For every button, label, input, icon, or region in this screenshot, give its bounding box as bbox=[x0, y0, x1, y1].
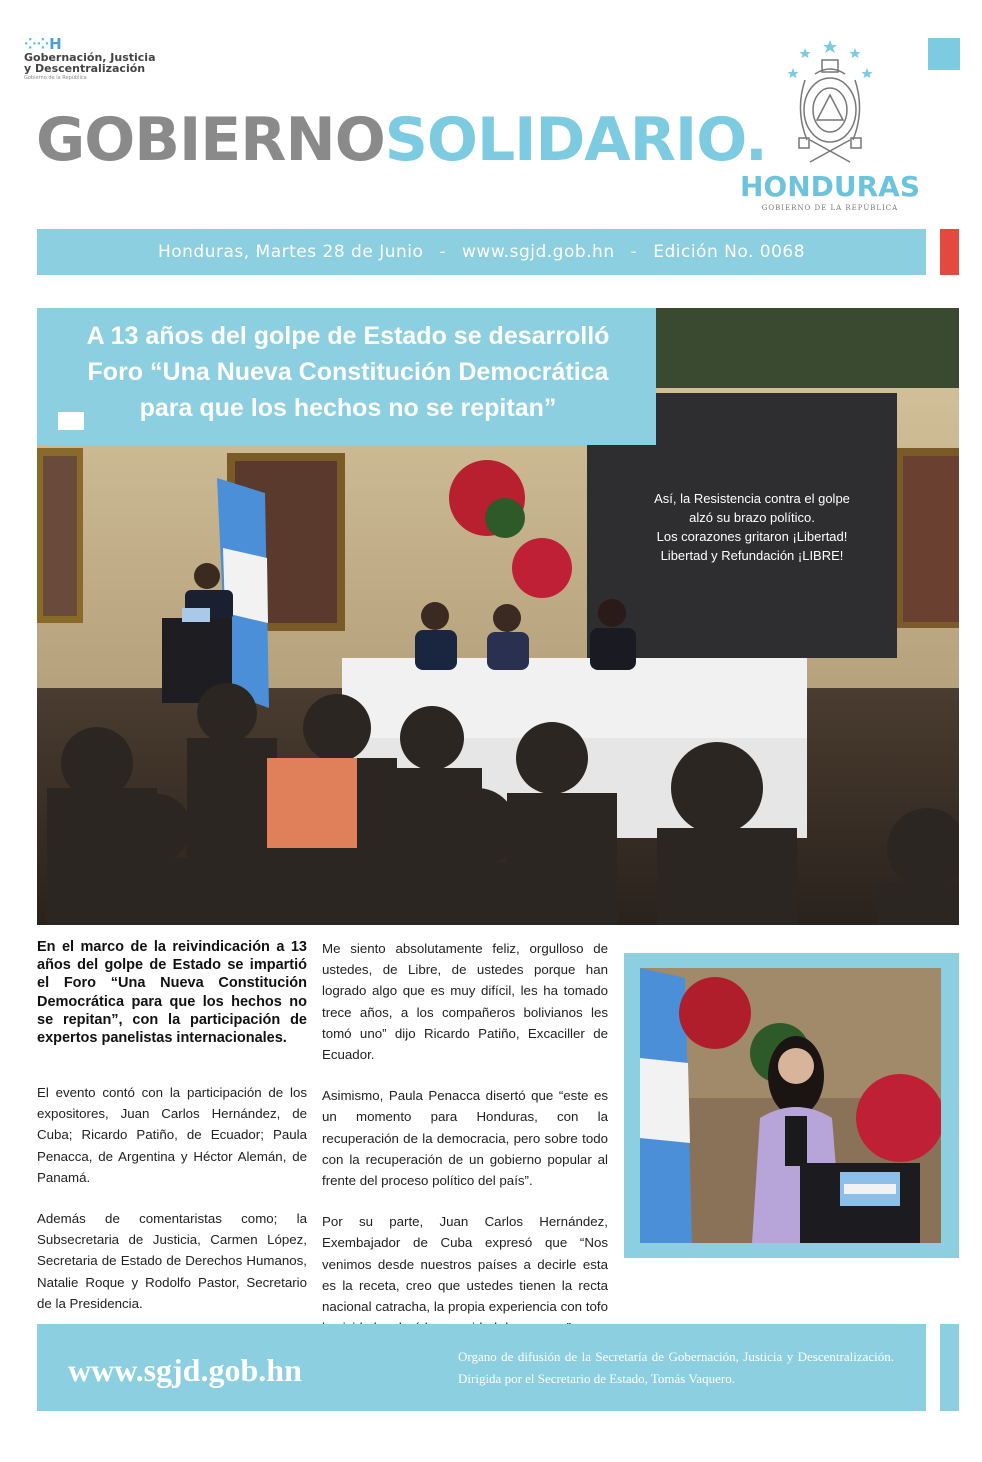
country-name: HONDURAS bbox=[739, 170, 921, 203]
country-subtitle: GOBIERNO DE LA REPÚBLICA bbox=[761, 204, 899, 212]
ministry-mark: ⁘⁘H bbox=[24, 35, 63, 53]
footer-accent-bar bbox=[940, 1324, 959, 1411]
screen-text-line1: Así, la Resistencia contra el golpe bbox=[654, 491, 850, 506]
ministry-name-line1: Gobernación, Justicia bbox=[24, 51, 156, 64]
paragraph: Asimismo, Paula Penacca disertó que “este es un momento para Honduras, con la recuperación de la democracia, pero sobre todo con la recuperación de un gobierno popular al frente del proceso político del país”. bbox=[322, 1088, 608, 1189]
accent-red-bar bbox=[940, 229, 959, 275]
separator: - bbox=[630, 242, 638, 262]
ministry-subtitle: Gobierno de la República bbox=[24, 75, 87, 81]
dateline-bar bbox=[37, 229, 926, 275]
footer-website-link[interactable]: www.sgjd.gob.hn bbox=[68, 1352, 302, 1388]
separator: - bbox=[439, 242, 447, 262]
issue-date: Honduras, Martes 28 de Junio bbox=[157, 242, 424, 262]
paragraph: El evento contó con la participación de los expositores, Juan Carlos Hernández, de Cuba; Ricardo Patiño, de Ecuador; Paula Penacca, de Argentina y Héctor Alemán, de Panamá. bbox=[37, 1085, 307, 1185]
dots-icon: ⁘⁘ bbox=[24, 35, 50, 53]
paragraph: Por su parte, Juan Carlos Hernández, Exembajador de Cuba expresó que “Nos venimos desde nuestros países a decirle esta es la receta, creo que ustedes tienen la recta nacional catracha, la propia experiencia con tofo bbox=[322, 1214, 608, 1315]
screen-text-line2: alzó su brazo político. bbox=[689, 510, 815, 525]
masthead-part1: GOBIERNO bbox=[36, 105, 385, 175]
masthead-part2: SOLIDARIO. bbox=[384, 105, 767, 175]
speaker-photo-illustration bbox=[640, 968, 941, 1243]
masthead bbox=[36, 104, 767, 176]
paragraph: Además de comentaristas como; la Subsecretaria de Justicia, Carmen López, Secretaria de Estado de Derechos Humanos, Natalie Roque y Rodolfo Pastor, Secretario de la Presidencia. bbox=[37, 1211, 307, 1311]
decorative-chip bbox=[58, 412, 84, 430]
headline-line1: A 13 años del golpe de Estado se desarrolló bbox=[86, 322, 610, 350]
ministry-logo bbox=[24, 36, 184, 81]
decorative-square bbox=[928, 38, 960, 70]
screen-text-line3: Los corazones gritaron ¡Libertad! bbox=[656, 529, 848, 544]
coat-of-arms-icon bbox=[785, 40, 875, 170]
website-link[interactable]: www.sgjd.gob.hn bbox=[462, 242, 615, 262]
speaker-photo bbox=[640, 968, 941, 1243]
headline-line2: Foro “Una Nueva Constitución Democrática bbox=[87, 358, 609, 386]
paragraph: Me siento absolutamente feliz, orgulloso de ustedes, de Libre, de ustedes porque han logrado algo que es muy difícil, les ha tomado trece años, a los compañeros bolivianos les tomó uno” dijo Ricardo Patiño, Excaciller de Ecuador. bbox=[322, 941, 608, 1063]
headline-line3: para que los hechos no se repitan” bbox=[139, 394, 557, 422]
ministry-name-line2: y Descentralización bbox=[24, 62, 146, 75]
screen-text-line4: Libertad y Refundación ¡LIBRE! bbox=[660, 548, 844, 563]
footer-note: Organo de difusión de la Secretaría de Gobernación, Justicia y Descentralización. Dirigida por el Secretario de Estado, Tomás Vaquero. bbox=[458, 1349, 894, 1386]
article-headline bbox=[50, 318, 646, 426]
edition-number: Edición No. 0068 bbox=[653, 242, 806, 262]
article-column-1 bbox=[37, 1082, 307, 1334]
article-lead: En el marco de la reivindicación a 13 años del golpe de Estado se impartió el Foro “Una Nueva Constitución Democrática para que los hechos no se repitan”, con la participación de expertos panelistas internacionales. bbox=[37, 939, 307, 1047]
article-column-2 bbox=[322, 938, 608, 1358]
